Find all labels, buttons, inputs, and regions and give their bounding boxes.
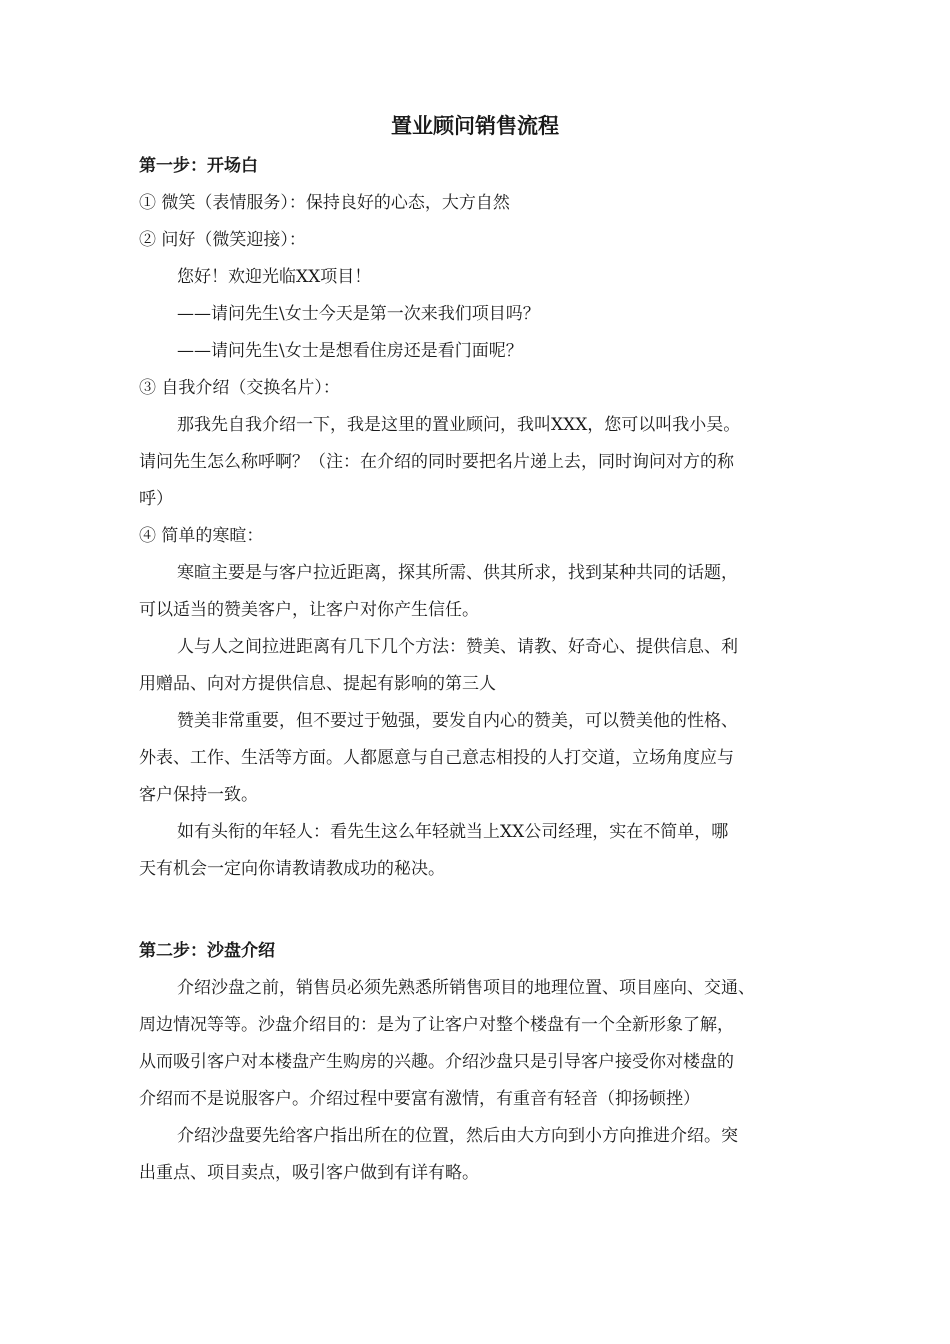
paragraph-line: 周边情况等等。沙盘介绍目的：是为了让客户对整个楼盘有一个全新形象了解， — [139, 1015, 734, 1035]
sand-table-paragraph-2 — [139, 1118, 829, 1192]
small-talk-paragraph-1 — [139, 555, 829, 629]
self-intro-line: 呼） — [139, 489, 173, 509]
greeting-line-2: ——请问先生\女士今天是第一次来我们项目吗？ — [177, 304, 540, 324]
self-intro-paragraph — [139, 407, 829, 518]
paragraph-line: 如有头衔的年轻人：看先生这么年轻就当上XX公司经理，实在不简单，哪 — [177, 822, 729, 842]
paragraph-line: 介绍沙盘要先给客户指出所在的位置，然后由大方向到小方向推进介绍。突 — [177, 1126, 738, 1146]
small-talk-paragraph-3 — [139, 703, 829, 814]
paragraph-line: 外表、工作、生活等方面。人都愿意与自己意志相投的人打交道，立场角度应与 — [139, 748, 734, 768]
step2-section — [139, 933, 829, 1192]
paragraph-line: 介绍沙盘之前，销售员必须先熟悉所销售项目的地理位置、项目座向、交通、 — [177, 978, 755, 998]
self-intro-line: 那我先自我介绍一下，我是这里的置业顾问，我叫XXX，您可以叫我小吴。 — [177, 415, 741, 435]
step2-heading: 第二步：沙盘介绍 — [139, 941, 275, 961]
paragraph-line: 天有机会一定向你请教请教成功的秘决。 — [139, 859, 445, 879]
step1-heading: 第一步：开场白 — [139, 156, 258, 176]
paragraph-line: 从而吸引客户对本楼盘产生购房的兴趣。介绍沙盘只是引导客户接受你对楼盘的 — [139, 1052, 734, 1072]
step1-item-greeting: ② 问好（微笑迎接）： — [139, 230, 306, 250]
paragraph-line: 赞美非常重要，但不要过于勉强，要发自内心的赞美，可以赞美他的性格、 — [177, 711, 738, 731]
document-title: 置业顾问销售流程 — [391, 114, 559, 138]
step1-item-self-intro: ③ 自我介绍（交换名片）： — [139, 378, 340, 398]
paragraph-line: 介绍而不是说服客户。介绍过程中要富有激情，有重音有轻音（抑扬顿挫） — [139, 1089, 700, 1109]
small-talk-paragraph-4 — [139, 814, 829, 888]
step1-section — [139, 148, 829, 888]
paragraph-line: 寒暄主要是与客户拉近距离，探其所需、供其所求，找到某种共同的话题， — [177, 563, 738, 583]
step1-item-small-talk: ④ 简单的寒暄： — [139, 526, 264, 546]
step1-item-smile: ① 微笑（表情服务）：保持良好的心态，大方自然 — [139, 193, 510, 213]
self-intro-line: 请问先生怎么称呼啊？（注：在介绍的同时要把名片递上去，同时询问对方的称 — [139, 452, 734, 472]
small-talk-paragraph-2 — [139, 629, 829, 703]
paragraph-line: 人与人之间拉进距离有几下几个方法：赞美、请教、好奇心、提供信息、利 — [177, 637, 738, 657]
paragraph-line: 客户保持一致。 — [139, 785, 258, 805]
paragraph-line: 出重点、项目卖点，吸引客户做到有详有略。 — [139, 1163, 479, 1183]
paragraph-line: 用赠品、向对方提供信息、提起有影响的第三人 — [139, 674, 496, 694]
paragraph-line: 可以适当的赞美客户，让客户对你产生信任。 — [139, 600, 479, 620]
greeting-line-3: ——请问先生\女士是想看住房还是看门面呢？ — [177, 341, 523, 361]
greeting-line-1: 您好！欢迎光临XX项目！ — [177, 267, 372, 287]
sand-table-paragraph-1 — [139, 970, 829, 1118]
